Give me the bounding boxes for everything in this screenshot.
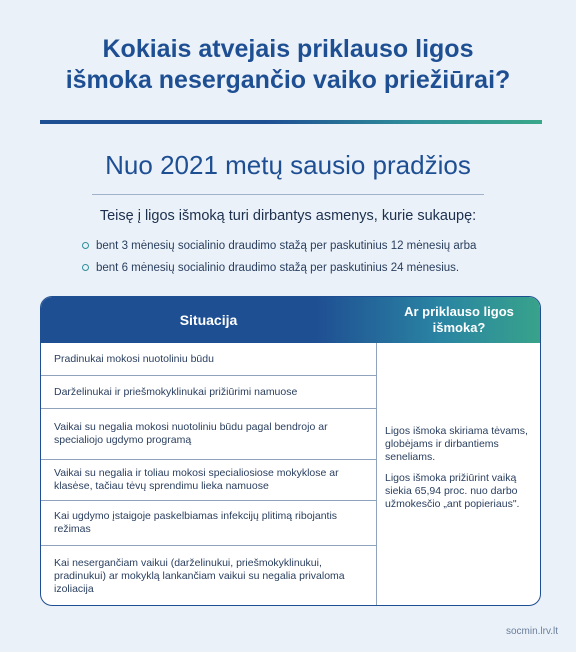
subtitle-divider	[92, 194, 484, 195]
title-divider	[40, 120, 542, 124]
requirements-list	[82, 238, 476, 282]
situation-text: Vaikai su negalia mokosi nuotoliniu būdu pagal bendrojo ar specialiojo ugdymo programą	[54, 421, 328, 446]
table-header	[41, 297, 541, 343]
title-line-2: išmoka nesergančio vaiko priežiūrai?	[65, 66, 511, 94]
answer-paragraph: Ligos išmoka skiriama tėvams, globėjams ir dirbantiems seneliams.	[385, 425, 528, 463]
table-row	[41, 546, 376, 606]
answer-paragraph: Ligos išmoka prižiūrint vaiką siekia 65,94 proc. nuo darbo užmokesčio „ant popieriaus".	[385, 472, 520, 510]
entitlement-answer	[385, 425, 535, 511]
title-line-1: Kokiais atvejais priklauso ligos	[102, 35, 474, 63]
requirement-item	[82, 238, 476, 260]
table-row	[41, 376, 376, 408]
requirement-item	[82, 260, 476, 282]
circle-bullet-icon	[82, 242, 89, 249]
page-title	[0, 34, 576, 96]
table-row	[41, 409, 376, 459]
header-situation: Situacija	[179, 312, 238, 328]
requirement-text: bent 6 mėnesių socialinio draudimo stažą per paskutinius 24 mėnesius.	[96, 262, 460, 274]
header-entitlement: Ar priklauso ligos išmoka?	[404, 304, 514, 335]
situation-text: Vaikai su negalia ir toliau mokosi specialiosiose mokyklose ar klasėse, tačiau tėvų sprendimu lieka namuose	[54, 467, 339, 492]
table-row	[41, 343, 376, 375]
table-row	[41, 501, 376, 545]
situation-text: Darželinukai ir priešmokyklinukai prižiūrimi namuose	[54, 385, 298, 398]
situation-text: Pradinukai mokosi nuotoliniu būdu	[54, 352, 214, 365]
table-row	[41, 460, 376, 500]
column-divider	[376, 343, 377, 606]
intro-text: Teisę į ligos išmoką turi dirbantys asmenys, kurie sukaupę:	[99, 208, 477, 224]
situation-text: Kai ugdymo įstaigoje paskelbiamas infekcijų plitimą ribojantis režimas	[54, 510, 338, 535]
situations-table	[40, 296, 541, 606]
circle-bullet-icon	[82, 264, 89, 271]
requirement-text: bent 3 mėnesių socialinio draudimo stažą per paskutinius 12 mėnesių arba	[96, 240, 477, 252]
situation-text: Kai nesergančiam vaikui (darželinukui, priešmokyklinukui, pradinukui) ar mokyklą lankančiam vaikui su negalia privaloma izoliacija	[54, 556, 345, 595]
subtitle: Nuo 2021 metų sausio pradžios	[105, 150, 471, 180]
footer-url: socmin.lrv.lt	[505, 626, 558, 637]
